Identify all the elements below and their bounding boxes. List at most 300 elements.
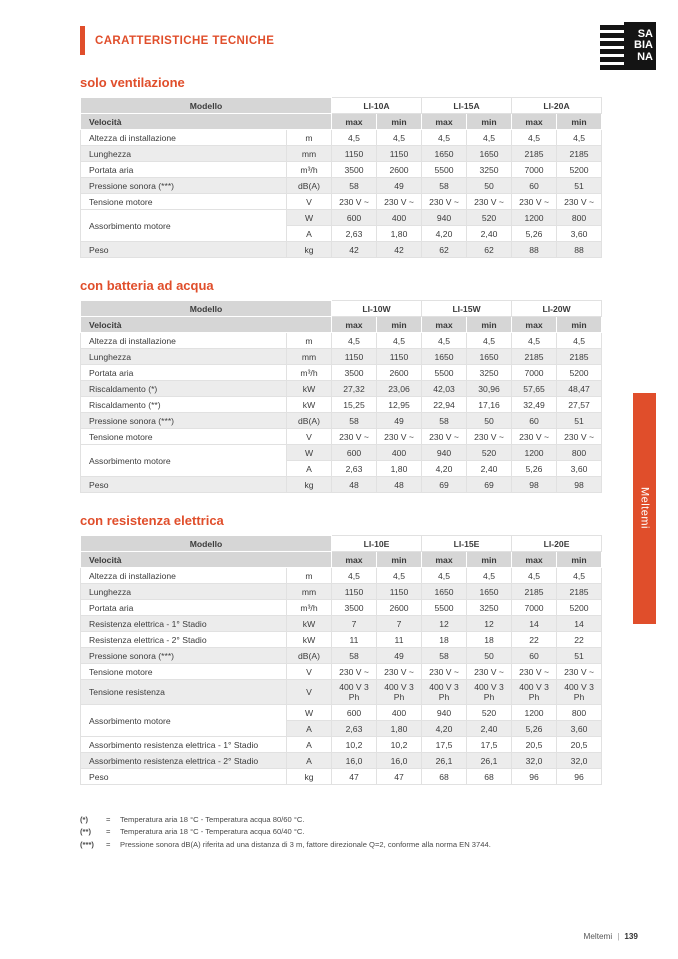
unit-cell: A: [287, 753, 332, 769]
unit-cell: W: [287, 705, 332, 721]
value-cell: 3,60: [557, 721, 602, 737]
value-cell: 230 V ~: [557, 429, 602, 445]
value-cell: 230 V ~: [377, 194, 422, 210]
value-cell: 230 V ~: [557, 194, 602, 210]
value-cell: 1150: [377, 584, 422, 600]
value-cell: 49: [377, 413, 422, 429]
unit-cell: V: [287, 664, 332, 680]
value-cell: 2,40: [467, 461, 512, 477]
value-cell: 800: [557, 210, 602, 226]
unit-cell: dB(A): [287, 413, 332, 429]
footer-page-number: 139: [624, 932, 638, 941]
speed-header-row: [81, 317, 602, 333]
value-cell: 7000: [512, 365, 557, 381]
value-cell: 47: [332, 769, 377, 785]
value-cell: 3250: [467, 600, 512, 616]
value-cell: 520: [467, 705, 512, 721]
unit-cell: A: [287, 461, 332, 477]
speed-col-cell: min: [467, 552, 512, 568]
footnote-text: Pressione sonora dB(A) riferita ad una distanza di 3 m, fattore direzionale Q=2, conforme alla norma EN 3744.: [120, 839, 491, 849]
value-cell: 1650: [422, 349, 467, 365]
value-cell: 17,5: [422, 737, 467, 753]
row-label: Pressione sonora (***): [81, 413, 287, 429]
value-cell: 2,40: [467, 226, 512, 242]
section-solo-ventilazione: [80, 75, 678, 258]
value-cell: 4,5: [332, 333, 377, 349]
value-cell: 230 V ~: [422, 429, 467, 445]
footnotes: [80, 815, 610, 850]
unit-cell: mm: [287, 349, 332, 365]
unit-cell: kg: [287, 242, 332, 258]
value-cell: 58: [332, 178, 377, 194]
value-cell: 2,63: [332, 226, 377, 242]
value-cell: 1650: [467, 146, 512, 162]
value-cell: 520: [467, 445, 512, 461]
value-cell: 800: [557, 705, 602, 721]
row-label: Assorbimento motore: [81, 210, 287, 242]
speed-col-cell: min: [557, 317, 602, 333]
value-cell: 17,5: [467, 737, 512, 753]
value-cell: 4,5: [377, 333, 422, 349]
speed-label-cell: Velocità: [81, 552, 332, 568]
unit-cell: m³/h: [287, 365, 332, 381]
unit-cell: A: [287, 737, 332, 753]
value-cell: 10,2: [377, 737, 422, 753]
table-row: [81, 680, 602, 705]
unit-cell: kg: [287, 477, 332, 493]
value-cell: 230 V ~: [512, 429, 557, 445]
table-row: [81, 381, 602, 397]
row-label: Altezza di installazione: [81, 333, 287, 349]
value-cell: 2600: [377, 162, 422, 178]
row-label: Lunghezza: [81, 349, 287, 365]
footer-divider: |: [617, 932, 620, 941]
model-name-cell: LI-10E: [332, 536, 422, 552]
table-row: [81, 648, 602, 664]
row-label: Portata aria: [81, 600, 287, 616]
value-cell: 58: [332, 648, 377, 664]
value-cell: 1200: [512, 210, 557, 226]
spec-table: [80, 535, 602, 785]
value-cell: 7: [332, 616, 377, 632]
speed-col-cell: min: [557, 552, 602, 568]
table-row: [81, 705, 602, 721]
value-cell: 600: [332, 705, 377, 721]
value-cell: 58: [332, 413, 377, 429]
value-cell: 230 V ~: [422, 194, 467, 210]
section-resistenza-elettrica: [80, 513, 678, 785]
value-cell: 400 V 3 Ph: [557, 680, 602, 705]
value-cell: 1150: [332, 146, 377, 162]
value-cell: 14: [512, 616, 557, 632]
value-cell: 4,5: [332, 568, 377, 584]
speed-col-cell: max: [512, 552, 557, 568]
model-name-cell: LI-20E: [512, 536, 602, 552]
value-cell: 17,16: [467, 397, 512, 413]
spec-table: [80, 300, 602, 493]
table-row: [81, 178, 602, 194]
value-cell: 16,0: [377, 753, 422, 769]
value-cell: 3250: [467, 162, 512, 178]
value-cell: 2185: [512, 584, 557, 600]
value-cell: 5500: [422, 600, 467, 616]
value-cell: 2600: [377, 600, 422, 616]
value-cell: 26,1: [422, 753, 467, 769]
table-row: [81, 568, 602, 584]
value-cell: 47: [377, 769, 422, 785]
table-container: [80, 535, 678, 785]
table-row: [81, 477, 602, 493]
value-cell: 3,60: [557, 226, 602, 242]
value-cell: 230 V ~: [422, 664, 467, 680]
speed-col-cell: min: [377, 552, 422, 568]
value-cell: 230 V ~: [332, 429, 377, 445]
value-cell: 11: [377, 632, 422, 648]
value-cell: 60: [512, 178, 557, 194]
value-cell: 2600: [377, 365, 422, 381]
footnote: [80, 815, 610, 825]
value-cell: 18: [467, 632, 512, 648]
row-label: Tensione motore: [81, 664, 287, 680]
value-cell: 58: [422, 178, 467, 194]
table-row: [81, 146, 602, 162]
value-cell: 230 V ~: [512, 664, 557, 680]
value-cell: 2185: [512, 349, 557, 365]
row-label: Resistenza elettrica - 2° Stadio: [81, 632, 287, 648]
value-cell: 11: [332, 632, 377, 648]
row-label: Peso: [81, 242, 287, 258]
value-cell: 5,26: [512, 721, 557, 737]
value-cell: 400: [377, 210, 422, 226]
footnote-symbol: (**): [80, 827, 91, 837]
unit-cell: kg: [287, 769, 332, 785]
table-row: [81, 194, 602, 210]
value-cell: 3500: [332, 162, 377, 178]
table-row: [81, 737, 602, 753]
value-cell: 230 V ~: [377, 664, 422, 680]
value-cell: 96: [512, 769, 557, 785]
value-cell: 1,80: [377, 226, 422, 242]
table-row: [81, 616, 602, 632]
value-cell: 60: [512, 648, 557, 664]
unit-cell: V: [287, 680, 332, 705]
row-label: Peso: [81, 477, 287, 493]
model-header-row: [81, 98, 602, 114]
value-cell: 4,20: [422, 721, 467, 737]
value-cell: 4,5: [377, 568, 422, 584]
section-title: con resistenza elettrica: [80, 513, 224, 528]
footnote: [80, 840, 610, 850]
value-cell: 51: [557, 178, 602, 194]
model-name-cell: LI-15A: [422, 98, 512, 114]
value-cell: 2185: [557, 584, 602, 600]
model-name-cell: LI-10A: [332, 98, 422, 114]
value-cell: 57,65: [512, 381, 557, 397]
value-cell: 1150: [377, 146, 422, 162]
value-cell: 4,5: [377, 130, 422, 146]
value-cell: 69: [422, 477, 467, 493]
footnote-symbol: (***): [80, 839, 94, 849]
speed-col-cell: max: [512, 317, 557, 333]
model-name-cell: LI-20A: [512, 98, 602, 114]
footnote-text: Temperatura aria 18 °C - Temperatura acqua 80/60 °C.: [120, 815, 305, 824]
value-cell: 5200: [557, 600, 602, 616]
value-cell: 1200: [512, 705, 557, 721]
value-cell: 1150: [377, 349, 422, 365]
footnote: [80, 827, 610, 837]
unit-cell: kW: [287, 381, 332, 397]
table-row: [81, 753, 602, 769]
unit-cell: dB(A): [287, 178, 332, 194]
value-cell: 1650: [422, 146, 467, 162]
row-label: Riscaldamento (*): [81, 381, 287, 397]
row-label: Assorbimento resistenza elettrica - 1° Stadio: [81, 737, 287, 753]
value-cell: 1200: [512, 445, 557, 461]
table-row: [81, 333, 602, 349]
value-cell: 88: [512, 242, 557, 258]
value-cell: 23,06: [377, 381, 422, 397]
logo-stripes-icon: [600, 22, 624, 70]
value-cell: 96: [557, 769, 602, 785]
footnote-equals: =: [106, 815, 111, 824]
value-cell: 10,2: [332, 737, 377, 753]
value-cell: 600: [332, 445, 377, 461]
speed-label-cell: Velocità: [81, 114, 332, 130]
row-label: Pressione sonora (***): [81, 178, 287, 194]
row-label: Assorbimento motore: [81, 705, 287, 737]
unit-cell: W: [287, 445, 332, 461]
model-name-cell: LI-15E: [422, 536, 512, 552]
value-cell: 4,5: [332, 130, 377, 146]
value-cell: 1,80: [377, 721, 422, 737]
value-cell: 26,1: [467, 753, 512, 769]
unit-cell: mm: [287, 584, 332, 600]
model-header-cell: Modello: [81, 98, 332, 114]
value-cell: 27,57: [557, 397, 602, 413]
value-cell: 4,5: [467, 130, 512, 146]
table-row: [81, 397, 602, 413]
table-row: [81, 429, 602, 445]
speed-col-cell: min: [467, 317, 512, 333]
logo-line-2: BIA: [634, 39, 653, 52]
speed-col-cell: max: [332, 317, 377, 333]
row-label: Assorbimento motore: [81, 445, 287, 477]
value-cell: 5500: [422, 365, 467, 381]
value-cell: 230 V ~: [332, 664, 377, 680]
value-cell: 4,5: [512, 333, 557, 349]
page-header: [80, 26, 500, 55]
unit-cell: V: [287, 194, 332, 210]
value-cell: 15,25: [332, 397, 377, 413]
row-label: Pressione sonora (***): [81, 648, 287, 664]
value-cell: 4,20: [422, 226, 467, 242]
value-cell: 4,5: [422, 333, 467, 349]
value-cell: 98: [512, 477, 557, 493]
value-cell: 230 V ~: [467, 664, 512, 680]
speed-header-row: [81, 552, 602, 568]
row-label: Lunghezza: [81, 146, 287, 162]
value-cell: 4,5: [557, 130, 602, 146]
unit-cell: m³/h: [287, 600, 332, 616]
value-cell: 42: [377, 242, 422, 258]
value-cell: 4,5: [467, 333, 512, 349]
footer-brand: Meltemi: [583, 932, 613, 941]
value-cell: 230 V ~: [512, 194, 557, 210]
value-cell: 5200: [557, 162, 602, 178]
table-row: [81, 664, 602, 680]
footnote-equals: =: [106, 839, 111, 849]
value-cell: 49: [377, 648, 422, 664]
value-cell: 4,5: [467, 568, 512, 584]
value-cell: 5200: [557, 365, 602, 381]
speed-col-cell: max: [512, 114, 557, 130]
row-label: Lunghezza: [81, 584, 287, 600]
value-cell: 58: [422, 413, 467, 429]
value-cell: 14: [557, 616, 602, 632]
unit-cell: W: [287, 210, 332, 226]
speed-label-cell: Velocità: [81, 317, 332, 333]
side-tab-meltemi: Meltemi: [633, 393, 656, 624]
speed-col-cell: max: [422, 114, 467, 130]
row-label: Portata aria: [81, 365, 287, 381]
value-cell: 5,26: [512, 226, 557, 242]
value-cell: 48,47: [557, 381, 602, 397]
model-name-cell: LI-20W: [512, 301, 602, 317]
value-cell: 1150: [332, 584, 377, 600]
value-cell: 22: [512, 632, 557, 648]
value-cell: 88: [557, 242, 602, 258]
value-cell: 230 V ~: [557, 664, 602, 680]
table-row: [81, 210, 602, 226]
value-cell: 2,40: [467, 721, 512, 737]
value-cell: 230 V ~: [467, 429, 512, 445]
model-name-cell: LI-15W: [422, 301, 512, 317]
unit-cell: m³/h: [287, 162, 332, 178]
value-cell: 5500: [422, 162, 467, 178]
logo-line-3: NA: [637, 50, 653, 63]
value-cell: 62: [467, 242, 512, 258]
value-cell: 3500: [332, 365, 377, 381]
unit-cell: kW: [287, 616, 332, 632]
value-cell: 48: [332, 477, 377, 493]
model-header-row: [81, 301, 602, 317]
value-cell: 4,20: [422, 461, 467, 477]
value-cell: 2185: [557, 146, 602, 162]
unit-cell: mm: [287, 146, 332, 162]
value-cell: 230 V ~: [332, 194, 377, 210]
footnote-symbol: (*): [80, 815, 89, 824]
row-label: Assorbimento resistenza elettrica - 2° Stadio: [81, 753, 287, 769]
value-cell: 800: [557, 445, 602, 461]
speed-col-cell: max: [422, 317, 467, 333]
speed-header-row: [81, 114, 602, 130]
value-cell: 69: [467, 477, 512, 493]
value-cell: 1,80: [377, 461, 422, 477]
speed-col-cell: min: [377, 317, 422, 333]
unit-cell: V: [287, 429, 332, 445]
value-cell: 42,03: [422, 381, 467, 397]
row-label: Altezza di installazione: [81, 130, 287, 146]
model-header-cell: Modello: [81, 301, 332, 317]
unit-cell: kW: [287, 632, 332, 648]
value-cell: 4,5: [422, 130, 467, 146]
value-cell: 68: [422, 769, 467, 785]
value-cell: 3,60: [557, 461, 602, 477]
table-row: [81, 769, 602, 785]
speed-col-cell: min: [557, 114, 602, 130]
value-cell: 60: [512, 413, 557, 429]
table-container: [80, 97, 678, 258]
value-cell: 50: [467, 178, 512, 194]
value-cell: 22,94: [422, 397, 467, 413]
unit-cell: dB(A): [287, 648, 332, 664]
speed-col-cell: max: [422, 552, 467, 568]
unit-cell: A: [287, 226, 332, 242]
unit-cell: A: [287, 721, 332, 737]
value-cell: 49: [377, 178, 422, 194]
value-cell: 22: [557, 632, 602, 648]
value-cell: 51: [557, 648, 602, 664]
unit-cell: m: [287, 333, 332, 349]
value-cell: 400: [377, 705, 422, 721]
row-label: Tensione motore: [81, 194, 287, 210]
table-row: [81, 584, 602, 600]
value-cell: 1650: [467, 349, 512, 365]
brand-logo: [600, 22, 656, 70]
value-cell: 230 V ~: [377, 429, 422, 445]
value-cell: 20,5: [512, 737, 557, 753]
page-title: CARATTERISTICHE TECNICHE: [95, 35, 275, 47]
value-cell: 51: [557, 413, 602, 429]
model-header-row: [81, 536, 602, 552]
row-label: Portata aria: [81, 162, 287, 178]
value-cell: 7: [377, 616, 422, 632]
speed-col-cell: max: [332, 114, 377, 130]
value-cell: 18: [422, 632, 467, 648]
value-cell: 2,63: [332, 461, 377, 477]
value-cell: 4,5: [557, 333, 602, 349]
table-row: [81, 130, 602, 146]
table-row: [81, 445, 602, 461]
value-cell: 5,26: [512, 461, 557, 477]
value-cell: 400 V 3 Ph: [467, 680, 512, 705]
value-cell: 400 V 3 Ph: [512, 680, 557, 705]
value-cell: 32,49: [512, 397, 557, 413]
table-container: [80, 300, 678, 493]
row-label: Tensione motore: [81, 429, 287, 445]
value-cell: 520: [467, 210, 512, 226]
table-row: [81, 365, 602, 381]
row-label: Peso: [81, 769, 287, 785]
value-cell: 32,0: [512, 753, 557, 769]
value-cell: 940: [422, 210, 467, 226]
section-batteria-acqua: [80, 278, 678, 493]
value-cell: 4,5: [512, 568, 557, 584]
value-cell: 1650: [467, 584, 512, 600]
footnote-text: Temperatura aria 18 °C - Temperatura acqua 60/40 °C.: [120, 827, 305, 837]
section-title: con batteria ad acqua: [80, 278, 214, 293]
page-footer: [584, 932, 638, 941]
value-cell: 32,0: [557, 753, 602, 769]
unit-cell: m: [287, 568, 332, 584]
value-cell: 48: [377, 477, 422, 493]
speed-col-cell: max: [332, 552, 377, 568]
value-cell: 62: [422, 242, 467, 258]
spec-table: [80, 97, 602, 258]
value-cell: 3250: [467, 365, 512, 381]
value-cell: 940: [422, 705, 467, 721]
value-cell: 2,63: [332, 721, 377, 737]
